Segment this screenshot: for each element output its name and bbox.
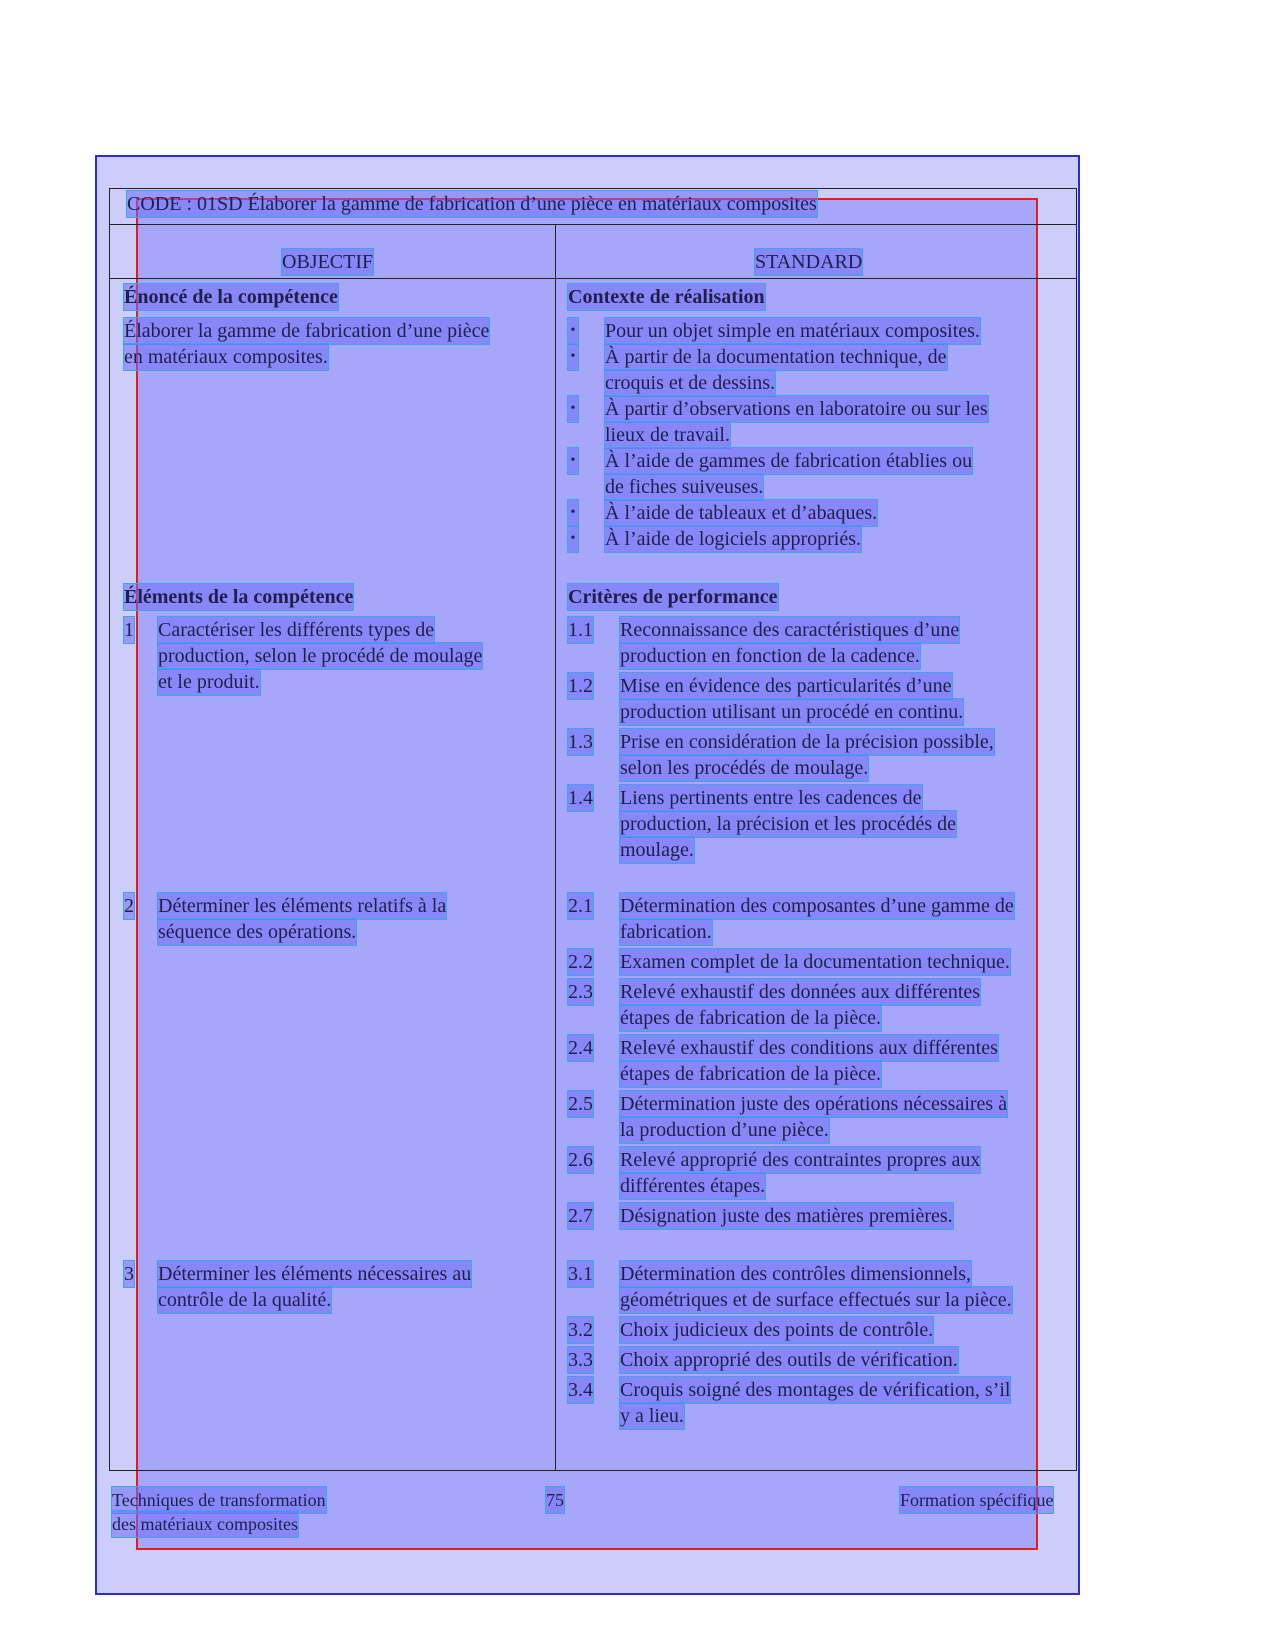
element-line: Caractériser les différents types de	[158, 619, 435, 641]
critere-line: Reconnaissance des caractéristiques d’une	[620, 619, 960, 641]
elements-title: Éléments de la compétence	[124, 586, 354, 608]
column-divider	[555, 224, 556, 1471]
element-line: contrôle de la qualité.	[158, 1289, 332, 1311]
critere-number: 2.6	[568, 1149, 593, 1171]
critere-line: étapes de fabrication de la pièce.	[620, 1007, 881, 1029]
critere-line: fabrication.	[620, 921, 712, 943]
criteres-title: Critères de performance	[568, 586, 778, 608]
contexte-item-line: lieux de travail.	[605, 424, 730, 446]
critere-line: Choix approprié des outils de vérification.	[620, 1349, 958, 1371]
enonce-title: Énoncé de la compétence	[124, 286, 338, 308]
critere-line: Relevé exhaustif des données aux différentes	[620, 981, 981, 1003]
critere-line: Liens pertinents entre les cadences de	[620, 787, 922, 809]
contexte-item-line: À l’aide de tableaux et d’abaques.	[605, 502, 878, 524]
critere-line: Choix judicieux des points de contrôle.	[620, 1319, 934, 1341]
critere-line: production, la précision et les procédés de	[620, 813, 956, 835]
critere-line: Relevé approprié des contraintes propres aux	[620, 1149, 981, 1171]
enonce-text-line: en matériaux composites.	[124, 346, 328, 368]
header-standard: STANDARD	[755, 251, 863, 273]
header-objectif: OBJECTIF	[282, 251, 374, 273]
contexte-item-line: croquis et de dessins.	[605, 372, 775, 394]
critere-number: 2.4	[568, 1037, 593, 1059]
critere-line: Relevé exhaustif des conditions aux différentes	[620, 1037, 998, 1059]
bullet-marker: •	[568, 318, 578, 344]
element-number: 2	[124, 895, 134, 917]
critere-line: Croquis soigné des montages de vérification, s’il	[620, 1379, 1011, 1401]
enonce-text-line: Élaborer la gamme de fabrication d’une pièce	[124, 320, 490, 342]
contexte-item-line: À partir d’observations en laboratoire ou sur les	[605, 398, 988, 420]
critere-number: 1.4	[568, 787, 593, 809]
critere-line: Détermination juste des opérations nécessaires à	[620, 1093, 1008, 1115]
critere-number: 3.1	[568, 1263, 593, 1285]
code-row-divider	[109, 224, 1077, 225]
critere-line: Détermination des contrôles dimensionnels,	[620, 1263, 972, 1285]
critere-number: 3.3	[568, 1349, 593, 1371]
contexte-title: Contexte de réalisation	[568, 286, 765, 308]
competence-code: CODE : 01SD Élaborer la gamme de fabrication d’une pièce en matériaux composites	[127, 193, 817, 215]
bullet-marker: •	[568, 396, 578, 422]
table-bottom-border	[109, 1470, 1077, 1471]
critere-line: production en fonction de la cadence.	[620, 645, 920, 667]
critere-number: 2.5	[568, 1093, 593, 1115]
critere-line: y a lieu.	[620, 1405, 684, 1427]
critere-number: 1.2	[568, 675, 593, 697]
table-right-border	[1076, 188, 1077, 1471]
table-left-border	[109, 188, 110, 1471]
critere-line: Prise en considération de la précision possible,	[620, 731, 994, 753]
critere-line: étapes de fabrication de la pièce.	[620, 1063, 881, 1085]
element-line: séquence des opérations.	[158, 921, 357, 943]
bullet-marker: •	[568, 526, 578, 552]
critere-line: Détermination des composantes d’une gamme de	[620, 895, 1014, 917]
header-row-divider	[109, 278, 1077, 279]
critere-number: 2.3	[568, 981, 593, 1003]
critere-line: Examen complet de la documentation technique.	[620, 951, 1010, 973]
critere-number: 1.1	[568, 619, 593, 641]
critere-number: 3.4	[568, 1379, 593, 1401]
critere-line: selon les procédés de moulage.	[620, 757, 869, 779]
footer-left-line2: des matériaux composites	[112, 1511, 298, 1537]
element-number: 1	[124, 619, 134, 641]
bullet-marker: •	[568, 500, 578, 526]
element-line: production, selon le procédé de moulage	[158, 645, 483, 667]
contexte-item-line: À l’aide de gammes de fabrication établies ou	[605, 450, 973, 472]
element-number: 3	[124, 1263, 134, 1285]
critere-number: 2.1	[568, 895, 593, 917]
critere-line: moulage.	[620, 839, 694, 861]
critere-number: 3.2	[568, 1319, 593, 1341]
contexte-item-line: À l’aide de logiciels appropriés.	[605, 528, 862, 550]
critere-number: 1.3	[568, 731, 593, 753]
contexte-item-line: de fiches suiveuses.	[605, 476, 764, 498]
footer-left-line1: Techniques de transformation	[112, 1487, 326, 1513]
critere-line: géométriques et de surface effectués sur la pièce.	[620, 1289, 1012, 1311]
element-line: Déterminer les éléments nécessaires au	[158, 1263, 472, 1285]
footer-right: Formation spécifique	[900, 1487, 1053, 1513]
critere-line: Mise en évidence des particularités d’une	[620, 675, 952, 697]
critere-line: production utilisant un procédé en continu.	[620, 701, 964, 723]
footer-page-number: 75	[546, 1487, 564, 1513]
element-line: Déterminer les éléments relatifs à la	[158, 895, 447, 917]
element-line: et le produit.	[158, 671, 260, 693]
critere-number: 2.2	[568, 951, 593, 973]
critere-line: Désignation juste des matières premières.	[620, 1205, 953, 1227]
critere-line: la production d’une pièce.	[620, 1119, 829, 1141]
table-top-border	[109, 188, 1077, 189]
bullet-marker: •	[568, 344, 578, 370]
critere-line: différentes étapes.	[620, 1175, 766, 1197]
contexte-item-line: À partir de la documentation technique, de	[605, 346, 947, 368]
bullet-marker: •	[568, 448, 578, 474]
critere-number: 2.7	[568, 1205, 593, 1227]
contexte-item-line: Pour un objet simple en matériaux composites.	[605, 320, 980, 342]
